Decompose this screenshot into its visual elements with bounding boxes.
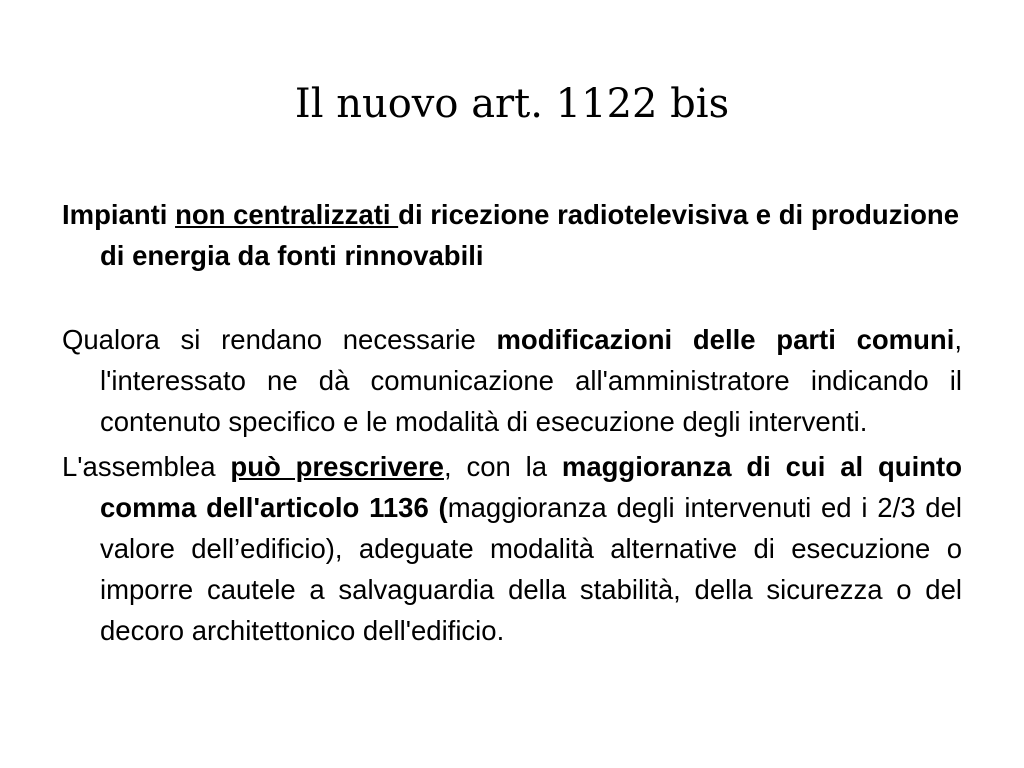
paragraph-impianti	[62, 194, 962, 276]
paragraph-qualora	[62, 319, 962, 442]
comunicazione-text: , l'interessato ne dà comunicazione all'amministratore indicando il contenuto specifico e le modalità di esecuzione degli interventi.	[100, 324, 962, 437]
impianti-text: Impianti	[62, 199, 176, 230]
maggioranza-bold-text: maggioranza di cui al quinto comma dell'articolo 1136 (	[100, 451, 962, 523]
ricezione-text: di ricezione radiotelevisiva e di produzione di energia da fonti rinnovabili	[100, 199, 959, 271]
con-la-text: , con la	[443, 451, 562, 482]
non-centralizzati-text: non centralizzati	[175, 199, 399, 230]
qualora-text: Qualora si rendano necessarie	[62, 324, 497, 355]
modificazioni-text: modificazioni delle parti comuni	[496, 324, 955, 355]
paragraph-assemblea	[62, 446, 962, 651]
slide-title: Il nuovo art. 1122 bis	[294, 81, 730, 127]
slide-body	[62, 194, 962, 651]
maggioranza-rest-text: maggioranza degli intervenuti ed i 2/3 del valore dell’edificio), adeguate modalità alternative di esecuzione o imporre cautele a salvaguardia della stabilità, della sicurezza o del decoro architettonico dell'edificio.	[100, 492, 962, 646]
puo-prescrivere-text: può prescrivere	[230, 451, 444, 482]
assemblea-text: L'assemblea	[62, 451, 231, 482]
